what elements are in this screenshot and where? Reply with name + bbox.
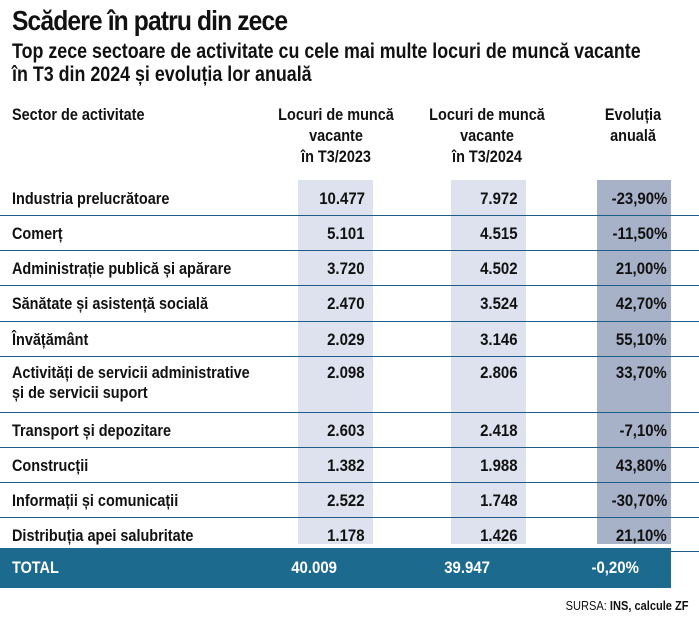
sector-name-line: Informații și comunicații	[12, 491, 179, 510]
sector-name	[12, 526, 301, 546]
sector-name-line: și de servicii suport	[12, 383, 148, 402]
value-evolution: 21,10%	[616, 526, 667, 545]
value-evolution: -30,70%	[611, 491, 667, 510]
value-t2023: 1.382	[327, 456, 365, 475]
header-evolution-line: anuală	[610, 126, 656, 145]
header-sector: Sector de activitate	[12, 105, 145, 124]
header-evolution-line: Evoluția	[604, 105, 662, 124]
value-t2024: 1.748	[480, 491, 518, 510]
header-t2023-line: Locuri de muncă	[278, 105, 394, 124]
table-row	[0, 357, 699, 413]
value-t2023: 2.029	[327, 330, 365, 349]
header-t2023	[268, 104, 404, 167]
value-t2023: 2.470	[327, 294, 365, 313]
header-t2023-line: în T3/2023	[301, 147, 371, 166]
value-t2024: 3.146	[480, 330, 518, 349]
value-t2023: 2.603	[327, 421, 365, 440]
table-row	[0, 180, 699, 216]
sector-name	[12, 189, 301, 209]
value-t2024: 3.524	[480, 294, 518, 313]
total-label: TOTAL	[12, 558, 59, 577]
table-row	[0, 413, 699, 448]
value-t2024: 1.988	[480, 456, 518, 475]
header-t2024-line: în T3/2024	[452, 147, 522, 166]
page-title: Scădere în patru din zece	[12, 5, 288, 36]
value-t2023: 2.522	[327, 491, 365, 510]
sector-name	[12, 224, 301, 244]
page-subtitle	[12, 40, 675, 86]
value-evolution: -23,90%	[611, 189, 667, 208]
header-t2024-line: vacante	[460, 126, 514, 145]
sector-name	[12, 294, 301, 314]
sector-name	[12, 259, 301, 279]
source-text: INS, calcule ZF	[610, 598, 689, 613]
sector-name	[12, 330, 301, 350]
value-t2024: 2.418	[480, 421, 518, 440]
sector-name	[12, 456, 301, 476]
sector-name-line: Transport și depozitare	[12, 421, 171, 440]
value-t2024: 4.515	[480, 224, 518, 243]
sector-name-line: Administrație publică și apărare	[12, 259, 232, 278]
value-evolution: -7,10%	[619, 421, 667, 440]
value-t2023: 1.178	[327, 526, 365, 545]
value-t2023: 2.098	[327, 363, 365, 382]
value-t2023: 10.477	[319, 189, 365, 208]
sector-name-line: Sănătate și asistență socială	[12, 294, 208, 313]
value-t2024: 7.972	[480, 189, 518, 208]
value-t2024: 4.502	[480, 259, 518, 278]
header-t2024	[419, 104, 555, 167]
subtitle-line-2: în T3 din 2024 și evoluția lor anuală	[12, 63, 312, 86]
value-t2024: 1.426	[480, 526, 518, 545]
value-t2023: 3.720	[327, 259, 365, 278]
sector-name-line: Comerț	[12, 224, 63, 243]
subtitle-line-1: Top zece sectoare de activitate cu cele mai multe locuri de muncă vacante	[12, 40, 641, 63]
header-t2023-line: vacante	[309, 126, 363, 145]
value-t2024: 2.806	[480, 363, 518, 382]
table-row	[0, 322, 699, 357]
value-evolution: 43,80%	[616, 456, 667, 475]
sector-name-line: Învățământ	[12, 330, 89, 349]
sector-name-line: Construcții	[12, 456, 89, 475]
table-row	[0, 216, 699, 251]
sector-name-line: Distribuția apei salubritate	[12, 526, 194, 545]
total-evolution: -0,20%	[591, 558, 639, 577]
value-evolution: 33,70%	[616, 363, 667, 382]
table-row	[0, 251, 699, 286]
value-evolution: 21,00%	[616, 259, 667, 278]
sector-name	[12, 491, 301, 511]
header-t2024-line: Locuri de muncă	[429, 105, 545, 124]
value-evolution: 42,70%	[616, 294, 667, 313]
table-row	[0, 448, 699, 483]
table-row	[0, 286, 699, 322]
table-row	[0, 518, 699, 552]
sector-name-line: Activități de servicii administrative	[12, 363, 250, 382]
source-prefix: SURSA:	[566, 598, 608, 613]
sector-name	[12, 363, 301, 403]
sector-name-line: Industria prelucrătoare	[12, 189, 170, 208]
total-t2023: 40.009	[291, 558, 337, 577]
value-t2023: 5.101	[327, 224, 365, 243]
source-note	[566, 598, 689, 613]
header-evolution	[565, 104, 699, 146]
value-evolution: -11,50%	[612, 224, 667, 243]
total-t2024: 39.947	[444, 558, 490, 577]
value-evolution: 55,10%	[616, 330, 667, 349]
table-row	[0, 483, 699, 518]
sector-name	[12, 421, 301, 441]
total-row	[0, 548, 671, 588]
